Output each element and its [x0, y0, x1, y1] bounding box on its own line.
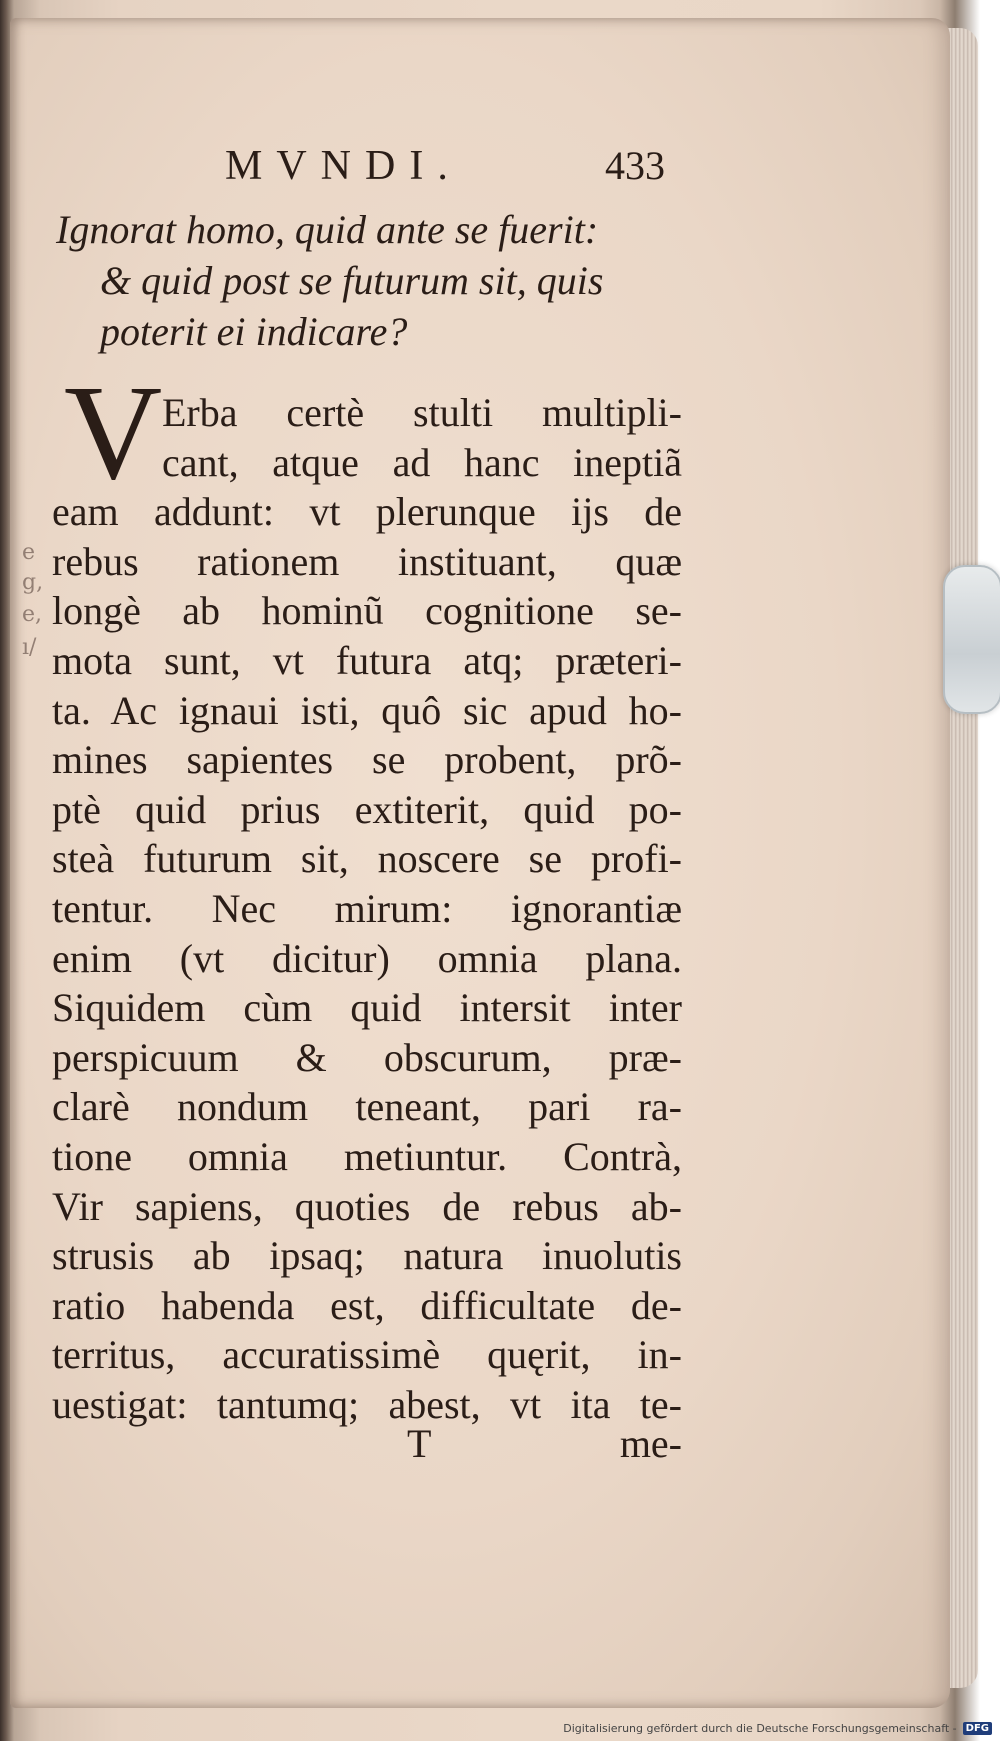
text-line: Siquidem cùm quid intersit inter [52, 985, 682, 1031]
digitization-credit [563, 1722, 992, 1735]
text-line: tione omnia metiuntur. Contrà, [52, 1133, 682, 1179]
text-line: enim (vt dicitur) omnia plana. [52, 935, 682, 981]
motto-line: poterit ei indicare? [100, 309, 408, 354]
running-head: MVNDI. [225, 143, 462, 189]
text-line: ratio habenda est, difficultate de- [52, 1282, 682, 1328]
text-line: strusis ab ipsaq; natura inuolutis [52, 1233, 682, 1279]
page-edges [948, 28, 978, 1688]
text-line: mines sapientes se probent, prõ- [52, 737, 682, 783]
page-number: 433 [605, 143, 665, 188]
text-line: mota sunt, vt futura atq; præteri- [52, 637, 682, 683]
page-footer [52, 1420, 682, 1470]
text-line: Vir sapiens, quoties de rebus ab- [52, 1183, 682, 1229]
text-line: steà futurum sit, noscere se profi- [52, 836, 682, 882]
catchword: me- [619, 1421, 682, 1466]
text-line: uestigat: tantumq; abest, vt ita te- [52, 1381, 682, 1427]
text-line: ptè quid prius extiterit, quid po- [52, 786, 682, 832]
page-header [225, 142, 665, 194]
text-line: longè ab hominũ cognitione se- [52, 588, 682, 634]
credit-text: Digitalisierung gefördert durch die Deutsche Forschungsgemeinschaft - [563, 1722, 957, 1735]
page-clip [943, 565, 1000, 714]
text-line: eam addunt: vt plerunque ijs de [52, 489, 682, 535]
text-line: cant, atque ad hanc ineptiã [162, 439, 682, 485]
motto-verse [56, 204, 686, 357]
text-line: territus, accuratissimè quęrit, in- [52, 1332, 682, 1378]
facing-page-bleed: e g, e, ı/ [22, 540, 44, 660]
motto-line: & quid post se futurum sit, quis [100, 258, 604, 303]
signature-mark: T [407, 1421, 432, 1466]
motto-line: Ignorat homo, quid ante se fuerit: [56, 207, 599, 252]
text-line: perspicuum & obscurum, præ- [52, 1034, 682, 1080]
text-line: Erba certè stulti multipli- [162, 390, 682, 435]
text-line: rebus rationem instituant, quæ [52, 538, 682, 584]
text-line: ta. Ac ignaui isti, quô sic apud ho- [52, 687, 682, 733]
text-line: tentur. Nec mirum: ignorantiæ [52, 885, 682, 931]
text-lines [52, 388, 682, 1429]
text-line: clarè nondum teneant, pari ra- [52, 1084, 682, 1130]
dfg-logo-icon: DFG [963, 1722, 992, 1735]
drop-cap: V [64, 358, 163, 508]
